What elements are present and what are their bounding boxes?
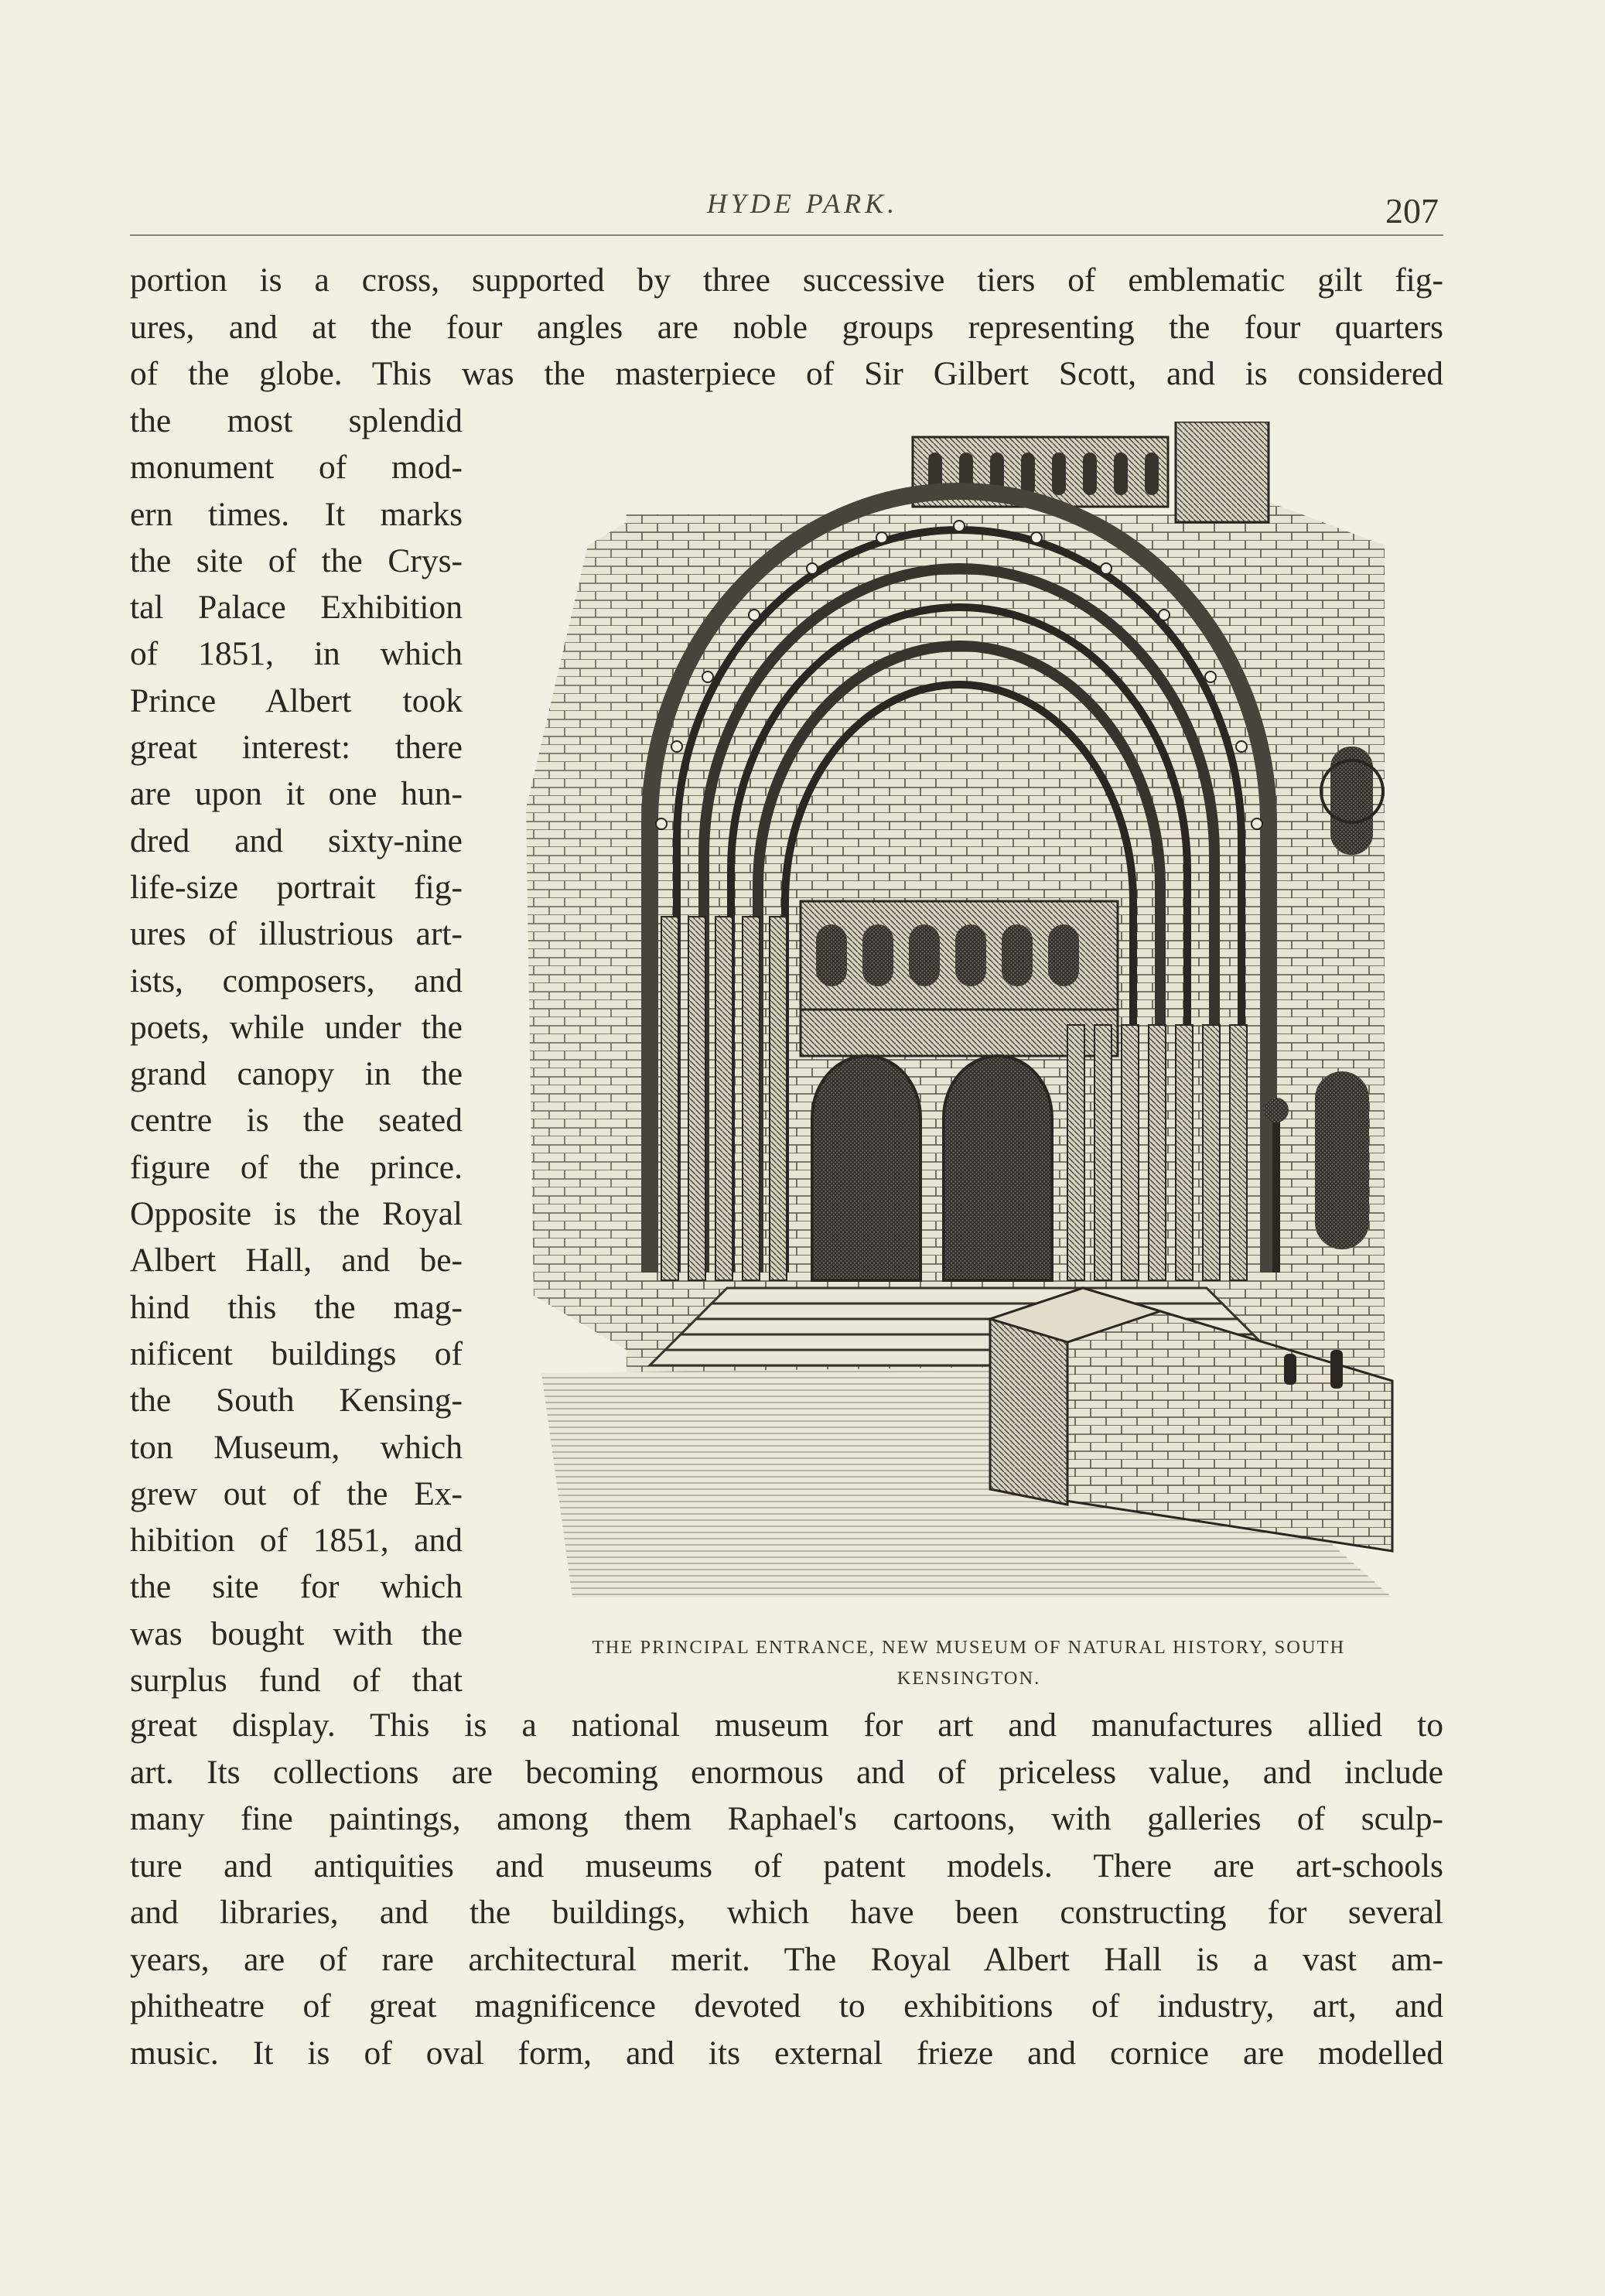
text-line: life-size portrait fig- [130, 868, 463, 906]
text-line: figure of the prince. [130, 1148, 463, 1186]
text-line: great display. This is a national museum for art and manufactures allied to [130, 1707, 1443, 1744]
text-line: was bought with the [130, 1614, 463, 1652]
text-line: Opposite is the Royal [130, 1195, 463, 1233]
text-line: hibition of 1851, and [130, 1522, 463, 1560]
text-line: of 1851, in which [130, 635, 463, 673]
text-line: grand canopy in the [130, 1055, 463, 1093]
text-line: centre is the seated [130, 1102, 463, 1139]
text-line: music. It is of oval form, and its external frieze and cornice are modelled [130, 2034, 1443, 2072]
top-paragraph [130, 257, 1443, 398]
text-line: the most splendid [130, 402, 463, 439]
text-line: poets, while under the [130, 1008, 463, 1046]
text-line: are upon it one hun- [130, 775, 463, 813]
text-line: the site of the Crys- [130, 542, 463, 579]
running-title: HYDE PARK. [706, 188, 899, 219]
text-line: art. Its collections are becoming enormous and of priceless value, and include [130, 1753, 1443, 1791]
text-line: ton Museum, which [130, 1428, 463, 1466]
text-line: the South Kensing- [130, 1382, 463, 1420]
header-rule [130, 234, 1443, 236]
caption-line: THE PRINCIPAL ENTRANCE, NEW MUSEUM OF NATURAL HISTORY, SOUTH [592, 1637, 1346, 1658]
text-line: and libraries, and the buildings, which have been constructing for several [130, 1894, 1443, 1931]
text-line: monument of mod- [130, 449, 463, 487]
text-line: the site for which [130, 1568, 463, 1606]
engraving-illustration [495, 422, 1423, 1605]
text-line: ists, composers, and [130, 962, 463, 999]
text-line: surplus fund of that [130, 1662, 463, 1700]
figure-caption [499, 1632, 1439, 1694]
text-line: ures, and at the four angles are noble groups representing the four quarters [130, 308, 1443, 346]
page-number: 207 [1385, 191, 1439, 231]
text-line: years, are of rare architectural merit. The Royal Albert Hall is a vast am- [130, 1940, 1443, 1978]
text-line: Prince Albert took [130, 682, 463, 719]
bottom-paragraph [130, 1702, 1443, 2076]
text-line: phitheatre of great magnificence devoted to exhibitions of industry, art, and [130, 1987, 1443, 2024]
text-line: portion is a cross, supported by three successive tiers of emblematic gilt fig- [130, 261, 1443, 299]
caption-line: KENSINGTON. [896, 1668, 1041, 1689]
running-head [0, 187, 1605, 234]
text-line: tal Palace Exhibition [130, 589, 463, 627]
text-line: nificent buildings of [130, 1334, 463, 1372]
text-line: of the globe. This was the masterpiece of Sir Gilbert Scott, and is considered [130, 355, 1443, 392]
text-line: grew out of the Ex- [130, 1474, 463, 1512]
text-line: ern times. It marks [130, 495, 463, 533]
text-line: ture and antiquities and museums of patent models. There are art-schools [130, 1847, 1443, 1884]
text-line: dred and sixty-nine [130, 822, 463, 859]
text-line: hind this the mag- [130, 1288, 463, 1326]
text-line: great interest: there [130, 729, 463, 767]
text-line: ures of illustrious art- [130, 915, 463, 953]
museum-entrance-engraving [495, 422, 1423, 1605]
text-line: Albert Hall, and be- [130, 1242, 463, 1280]
wrapped-column [130, 398, 463, 1703]
text-line: many fine paintings, among them Raphael's cartoons, with galleries of sculp- [130, 1800, 1443, 1837]
